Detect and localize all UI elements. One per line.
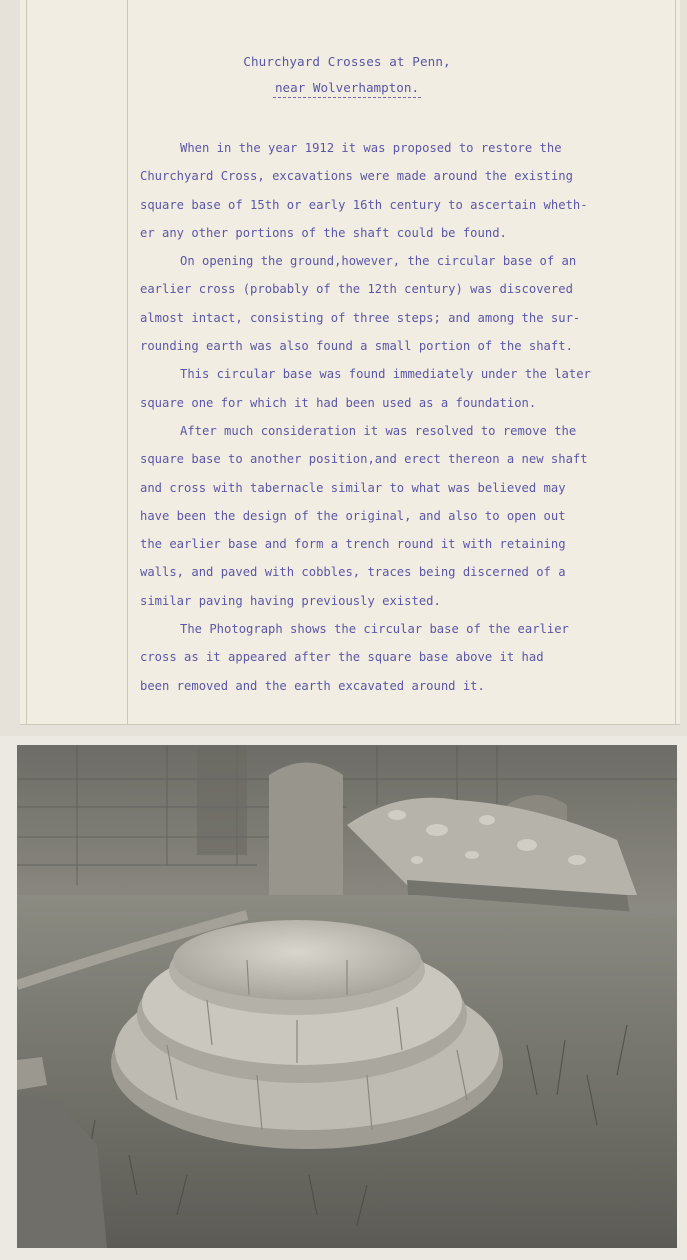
text-line: rounding earth was also found a small portion of the shaft.: [140, 339, 573, 354]
text-line: almost intact, consisting of three steps; and among the sur-: [140, 310, 581, 325]
text-line: square base to another position,and erect thereon a new shaft: [140, 452, 588, 467]
text-line: have been the design of the original, and also to open out: [140, 508, 566, 523]
paragraph-5: [140, 615, 650, 700]
photograph-drawing: [17, 745, 677, 1248]
paragraph-2: [140, 247, 650, 360]
text-line: square base of 15th or early 16th century to ascertain wheth-: [140, 197, 588, 212]
margin-rule-right: [675, 0, 676, 724]
text-line: cross as it appeared after the square base above it had: [140, 650, 544, 665]
paragraph-4: [140, 417, 650, 615]
text-line: er any other portions of the shaft could be found.: [140, 225, 507, 240]
text-line: After much consideration it was resolved to remove the: [180, 423, 577, 438]
text-line: similar paving having previously existed.: [140, 593, 441, 608]
paragraph-3: [140, 360, 650, 417]
text-line: been removed and the earth excavated around it.: [140, 678, 485, 693]
photograph-cross-base: [17, 745, 677, 1248]
text-line: the earlier base and form a trench round it with retaining: [140, 537, 566, 552]
text-line: Churchyard Cross, excavations were made around the existing: [140, 169, 573, 184]
paragraph-1: [140, 134, 650, 247]
text-line: The Photograph shows the circular base of the earlier: [180, 622, 569, 637]
document-subtitle: near Wolverhampton.: [273, 80, 421, 98]
text-line: walls, and paved with cobbles, traces being discerned of a: [140, 565, 566, 580]
text-line: This circular base was found immediately under the later: [180, 367, 591, 382]
document-title: Churchyard Crosses at Penn,: [243, 54, 451, 69]
text-line: and cross with tabernacle similar to what was believed may: [140, 480, 566, 495]
text-line: On opening the ground,however, the circular base of an: [180, 254, 577, 269]
text-line: When in the year 1912 it was proposed to restore the: [180, 141, 562, 155]
document-subtitle-wrap: [0, 80, 687, 98]
margin-rule-inner: [127, 0, 128, 724]
document-body: [140, 134, 650, 700]
text-line: earlier cross (probably of the 12th century) was discovered: [140, 282, 573, 297]
margin-rule-left: [26, 0, 27, 724]
text-line: square one for which it had been used as a foundation.: [140, 395, 537, 410]
